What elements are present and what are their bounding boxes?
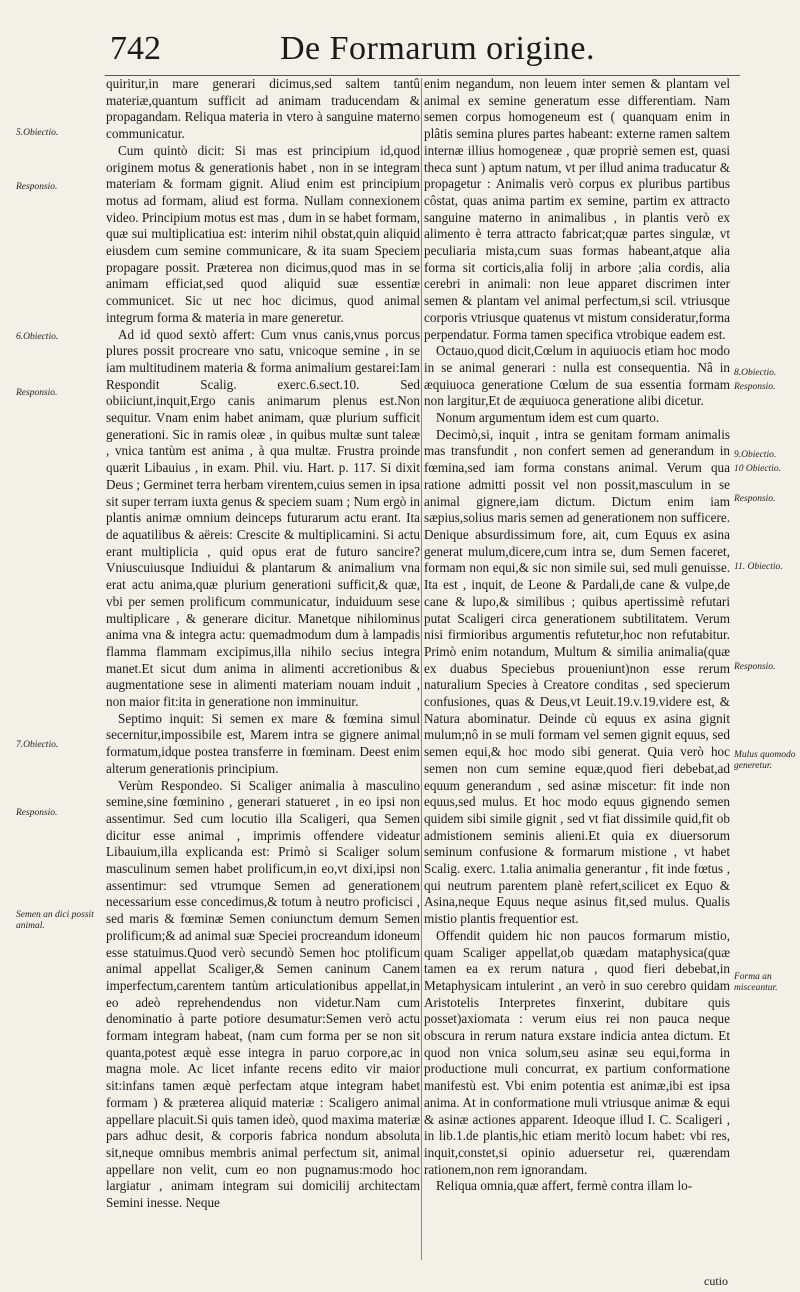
paragraph: Nonum argumentum idem est cum quarto. (436, 410, 660, 426)
paragraph: Ad id quod sextò affert: Cum vnus canis,vnus porcus plures possit procreare vno satu, vnicoque semine , in se iam multitudinem materia & forma animalium gestarei:Iam Respondit Scalig. exerc.6.sect.10. Sed obiiciunt,inquit,Ergo canis animarum plenus est.Non sequitur. Vnam enim habet animam, quæ plurium sufficit generationi. Sic in ramis oleæ , in quibus multæ sunt taleæ , vnica tantùm est anima , à qua multæ. Frustra proinde quærit Libauius , in exam. Phil. viu. Hart. p. 117. Si dixit Deus ; Germinet terra herbam virentem,cuius semen in ipsa sit super terram iuxta genus & speciem suam ; Num ergò in plantis animæ omnium deinceps futurarum actu erant. Ita de aquatilibus & aëreis: Crescite & multiplicamini. Si actu erant multiplicia , quid opus erat de futuro sancire? Vniuscuiusque Indiuidui & plantarum & animalium vna erat actu anima,quæ plurium generationi sufficit,& quæ, vbi per semen prolificum communicatur, induiduum sese multiplicare , & generare dicitur. Manetque nihilominus anima vna & integra actu: quemadmodum dum à lampadis flamma flammam excipimus,illa nihilo secius integra manet.Et sicut dum anima in alimenti accretionibus & augmentatione sese in alimenti materiam nouam induit , non maior fit:ita in generatione non imminuitur. (106, 326, 420, 710)
page-header (110, 30, 710, 74)
column-divider (421, 78, 422, 1260)
margin-note-response: Responsio. (16, 388, 58, 398)
margin-note-mulus: Mulus quomodo generetur. (734, 750, 796, 771)
margin-note-objection-9: 9.Obiectio. (734, 450, 777, 460)
paragraph: Reliqua omnia,quæ affert, fermè contra illam lo- (436, 1178, 693, 1194)
margin-note-response: Responsio. (734, 382, 776, 392)
catchword: cutio (704, 1274, 728, 1288)
paragraph: Octauo,quod dicit,Cœlum in aquiuocis etiam hoc modo in se animal generari : nulla est consequentia. Nâ in æquiuoca generatione Cœlum de sua essentia formam non largitur,Et de æquiuoca generatione alibi dicetur. (424, 343, 730, 409)
paragraph: enim negandum, non leuem inter semen & plantam vel animal ex semine generatum esse differentiam. Nam semen corpus homogeneum est ( quanquam enim in plâtis semina plures partes habeant: externe ramen saltem internæ illius homogeneæ , quæ propriè semen est, quasi theca sunt ) aptum natum, vt per illud anima traducatur & propagetur : Animalis verò corpus ex pluribus partibus côstat, quas anima partim ex semine, partim ex attracto sanguine materno in animalibus , in plantis verò ex alimento è terra attracto fabricat;quæ partes singulæ, vt peculiaria mista,cum suas formas habeant,atque alia forma sit corticis,alia folij in arbore ;alia cordis, alia cerebri in animali: non leue apparet discrimen inter semen & plantam vel animal perfectum,si scil. vtriusque corporis vtriusque quatenus vt mistum consideratur,forma perpendatur. Forma tamen specifica vtrobique eadem est. (424, 76, 730, 342)
paragraph: Verùm Respondeo. Si Scaliger animalia à masculino semine,sine fœminino , generari statueret , in eo ipsi non assentimur. Sed cum locutio illa Scaligeri, qua Semen dicitur esse animal , imprimis offendere videatur Libauium,illa explicanda est: Primò si Scaliger solum masculinum semen habet prolificum,in eo,vt dixi,ipsi non assentimur: sed vtrumque Semen ad generationem necessarium esse concedimus,& totum à neutro proficisci , sed maris & fœminæ Semen coniunctum demum Semen prolificum;& ad animal suæ Speciei procreandum idoneum esse statuimus.Quod verò secundò Semen hoc ptolificum animal appellat Scaliger,& Semen caninum Canem imperfectum,carentem tantùm articulationibus appellat,in eo adeò reprehendendus non videtur.Nam cum denominatio à parte potiore desumatur:Semen verò actu formam integram habeat, (nam cum forma per se non sit quanta,potest æquè esse integra in paruo corpore,ac in magna mole. Ac licet infante recens edito vir maior sit:infans tamen æquè perfectam atque integram habet formam ) & præterea aliquid materiæ : Scaligero animal appellare placuit.Si quis tamen ideò, quod maxima materiæ pars adhuc desit, & corporis fabrica nondum absoluta sit,neque omnibus membris animal perfectum sit, animal appellare non velit, cum eo non pugnamus:modo hoc largiatur , animam integram sui domicilij architectam Semini inesse. Neque (106, 777, 420, 1211)
margin-note-response: Responsio. (16, 182, 58, 192)
margin-note-response: Responsio. (16, 808, 58, 818)
running-title: De Formarum origine. (280, 30, 595, 67)
margin-note-semen-animal: Semen an dici possit animal. (16, 910, 94, 931)
left-column (106, 76, 420, 1212)
margin-note-objection-6: 6.Obiectio. (16, 332, 59, 342)
paragraph: Cum quintò dicit: Si mas est principium id,quod originem motus & generationis habet , non in se integram materiam & formam gignit. Aliud enim est principium motus ad formam, aliud est forma. Nullam connexionem video. Principium motus est mas , dum in se habet formam, quæ sui multiplicatiua est: interim nihil obstat,quin aliquid eiusdem cum semine communicare, & ita suam Speciem propagare possit. Præterea non dicimus,quod mas in se animam efficiat,sed quod aliquid suæ essentiæ communicet. Sic ut nec hoc dicimus, quod animal integrum forma & materia in mare generetur. (106, 142, 420, 325)
margin-note-objection-5: 5.Obiectio. (16, 128, 59, 138)
margin-note-objection-7: 7.Obiectio. (16, 740, 59, 750)
margin-note-response: Responsio. (734, 662, 776, 672)
paragraph: Decimò,si, inquit , intra se genitam formam animalis mas transfundit , non confert semen ad generandum in fœmina,sed iam forma constans animal. Verum qua ratione admitti possit vel non possit,masculum in se animal gignere,iam dictum. Dictum enim iam sæpius,solius maris semen ad generationem non sufficere. Denique absurdissimum fore, ait, cum Equus ex asina generat mulum,dicere,cum intra se, dum Semen faceret, formam non equi,& sic non simile sui, sed muli genuisse. Ita est , inquit, de Leone & Pardali,de cane & vulpe,de cane & lupo,& similibus ; quibus apertissimè refutari putat Scaligeri circa generationem subtilitatem. Verum nisi firmioribus argumentis refutetur,hoc non refutabitur. Primò enim notandum, Multum & similia animalia(quæ ex duabus Speciebus proueniunt)non esse rerum naturalium Species à Creatore conditas , sed specierum confusiones, quas & Deus,vt Leuit.19.v.19.videre est, & Natura abominatur. Deinde cù equus ex asina gignit mulum;nô in se muli formam vel semen gignit equus, sed semen equi,& hoc modo sibi generat. Quia verò hoc semen non cum semine equæ,quod fieri debebat,ad equum generandum , sed asinæ miscetur: fit inde non equus,sed mulus. Et hoc modo equus gignendo semen quidem sibi simile gignit , sed vt fiat dissimile quid,fit ob admistionem seminis alieni.Et quia ex diuersorum seminum confusione & formarum mistione , vt habet Scalig. exerc. 1.talia animalia generantur , fit inde fœtus , qui neutrum parentem planè refert,scilicet ex Equo & Asina,neque Equus neque asinus fit,sed mulus. Qualis mistio plantis frequentior est. (424, 426, 730, 927)
margin-note-response: Responsio. (734, 494, 776, 504)
margin-note-objection-8: 8.Obiectio. (734, 368, 777, 378)
margin-note-forma: Forma an misceantur. (734, 972, 778, 993)
paragraph: Offendit quidem hic non paucos formarum mistio, quam Scaliger appellat,ob quædam mataphysica(quæ tamen ea ex rerum natura , quod fieri debebat,in Metaphysicam intulerint , an verò in suo cerebro quidam Aristotelis Interpretes finxerint, dubitare quis posset)axiomata : verum eius rei non pauca neque obscura in rerum natura exstare indicia antea dictum. Et quod non vnica solum,seu asinæ seu equi,forma in productione muli concurrat, ex partium conformatione manifestù est. Vbi enim potentia est animæ,ibi est ipsa anima. At in conformatione muli vtriusque animæ & equi & asinæ actiones apparent. Ideoque illud I. C. Scaligeri , in lib.1.de plantis,hic etiam meritò locum habet: vbi res, inquit,constet,si opinio aduersetur rei, quærendam rationem,non rem ignorandam. (424, 927, 730, 1177)
margin-note-objection-11: 11. Obiectio. (734, 562, 783, 572)
paragraph: quiritur,in mare generari dicimus,sed saltem tantû materiæ,quantum sufficit ad animam traducendam & propagandam. Reliqua materia in vtero à sanguine materno communicatur. (106, 76, 420, 142)
paragraph: Septimo inquit: Si semen ex mare & fœmina simul secernitur,impossibile est, Marem intra se gignere animal formatum,idque postea transferre in fœminam. Deest enim alterum generationis principium. (106, 710, 420, 776)
right-column (424, 76, 730, 1195)
margin-note-objection-10: 10 Obiectio. (734, 464, 781, 474)
page-number: 742 (110, 30, 161, 67)
